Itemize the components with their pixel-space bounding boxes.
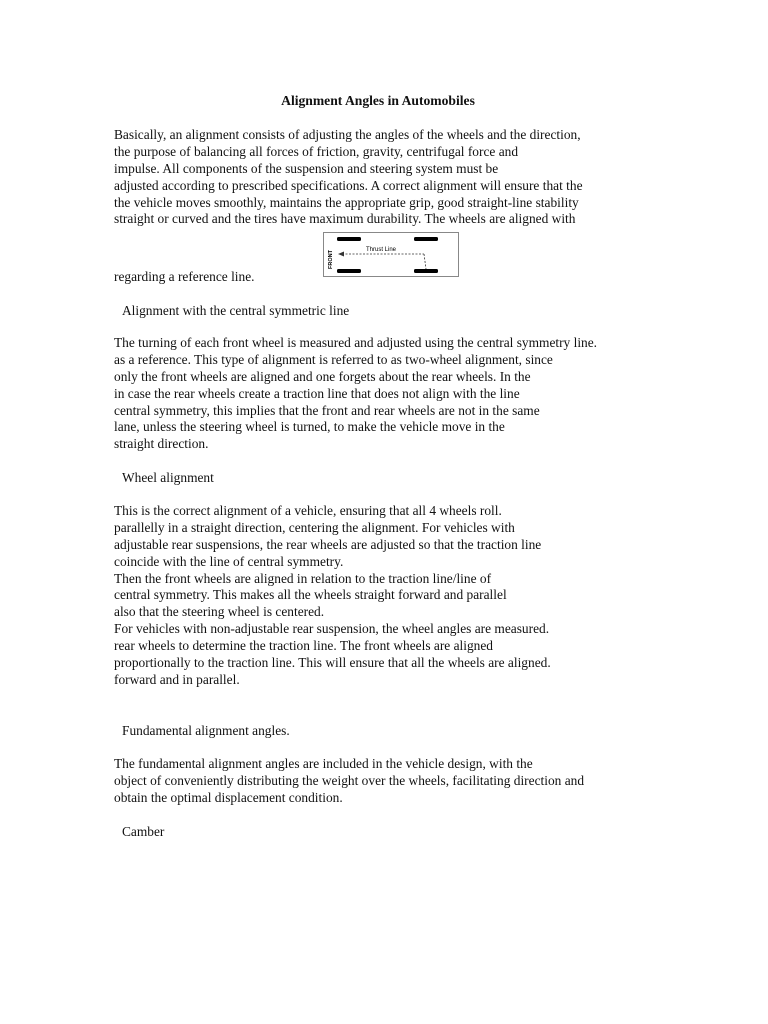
fundamental-angles-paragraph bbox=[114, 756, 674, 807]
thrust-line-svg bbox=[324, 233, 458, 276]
central-symmetric-paragraph bbox=[114, 335, 674, 453]
text-line: The turning of each front wheel is measured and adjusted using the central symmetry line. bbox=[114, 335, 598, 350]
front-right-wheel bbox=[414, 237, 438, 241]
section-heading-central-symmetric: Alignment with the central symmetric line bbox=[122, 303, 350, 318]
text-line: central symmetry. This makes all the wheels straight forward and parallel bbox=[114, 587, 507, 603]
section-heading-fundamental-angles: Fundamental alignment angles. bbox=[122, 723, 290, 738]
section-heading-camber: Camber bbox=[122, 824, 165, 839]
text-line: proportionally to the traction line. This will ensure that all the wheels are aligned. bbox=[114, 655, 551, 671]
text-line: forward and in parallel. bbox=[114, 671, 240, 687]
text-line: the purpose of balancing all forces of friction, gravity, centrifugal force and bbox=[114, 143, 519, 159]
page-title: Alignment Angles in Automobiles bbox=[281, 93, 475, 108]
text-line: straight direction. bbox=[114, 436, 209, 452]
wheel-alignment-paragraph bbox=[114, 503, 674, 689]
arrow-head-icon bbox=[338, 252, 344, 257]
front-left-wheel bbox=[337, 237, 361, 241]
text-line: Then the front wheels are aligned in relation to the traction line/line of bbox=[114, 570, 492, 586]
text-line: the vehicle moves smoothly, maintains the appropriate grip, good straight-line stability bbox=[114, 194, 579, 210]
text-line: lane, unless the steering wheel is turned, to make the vehicle move in the bbox=[114, 419, 505, 435]
thrust-line-tail bbox=[424, 254, 426, 269]
text-line: coincide with the line of central symmetry. bbox=[114, 553, 344, 569]
text-line: obtain the optimal displacement condition. bbox=[114, 789, 343, 805]
text-line: also that the steering wheel is centered. bbox=[114, 604, 325, 620]
front-label: FRONT bbox=[328, 250, 334, 269]
text-line: Basically, an alignment consists of adjusting the angles of the wheels and the direction, bbox=[114, 127, 581, 142]
text-line: central symmetry, this implies that the front and rear wheels are not in the same bbox=[114, 402, 540, 418]
text-line: parallelly in a straight direction, centering the alignment. For vehicles with bbox=[114, 519, 515, 535]
text-line: For vehicles with non-adjustable rear suspension, the wheel angles are measured. bbox=[114, 621, 550, 637]
text-line: in case the rear wheels create a traction line that does not align with the line bbox=[114, 385, 520, 401]
text-line: adjustable rear suspensions, the rear wheels are adjusted so that the traction line bbox=[114, 536, 542, 552]
intro-paragraph bbox=[114, 127, 674, 228]
section-heading-wheel-alignment: Wheel alignment bbox=[122, 470, 214, 485]
text-line: The fundamental alignment angles are included in the vehicle design, with the bbox=[114, 756, 533, 771]
thrust-line-label: Thrust Line bbox=[366, 247, 397, 253]
text-line: only the front wheels are aligned and one forgets about the rear wheels. In the bbox=[114, 368, 531, 384]
thrust-line-diagram bbox=[323, 232, 459, 277]
text-line: impulse. All components of the suspension and steering system must be bbox=[114, 160, 499, 176]
rear-right-wheel bbox=[414, 269, 438, 273]
rear-left-wheel bbox=[337, 269, 361, 273]
text-line: as a reference. This type of alignment is referred to as two-wheel alignment, since bbox=[114, 351, 553, 367]
text-line: This is the correct alignment of a vehicle, ensuring that all 4 wheels roll. bbox=[114, 503, 502, 518]
text-line: straight or curved and the tires have maximum durability. The wheels are aligned with bbox=[114, 211, 576, 227]
text-line: rear wheels to determine the traction line. The front wheels are aligned bbox=[114, 638, 493, 654]
text-line: regarding a reference line. bbox=[114, 269, 255, 284]
text-line: adjusted according to prescribed specifications. A correct alignment will ensure that the bbox=[114, 177, 583, 193]
text-line: object of conveniently distributing the weight over the wheels, facilitating direction and bbox=[114, 772, 585, 788]
